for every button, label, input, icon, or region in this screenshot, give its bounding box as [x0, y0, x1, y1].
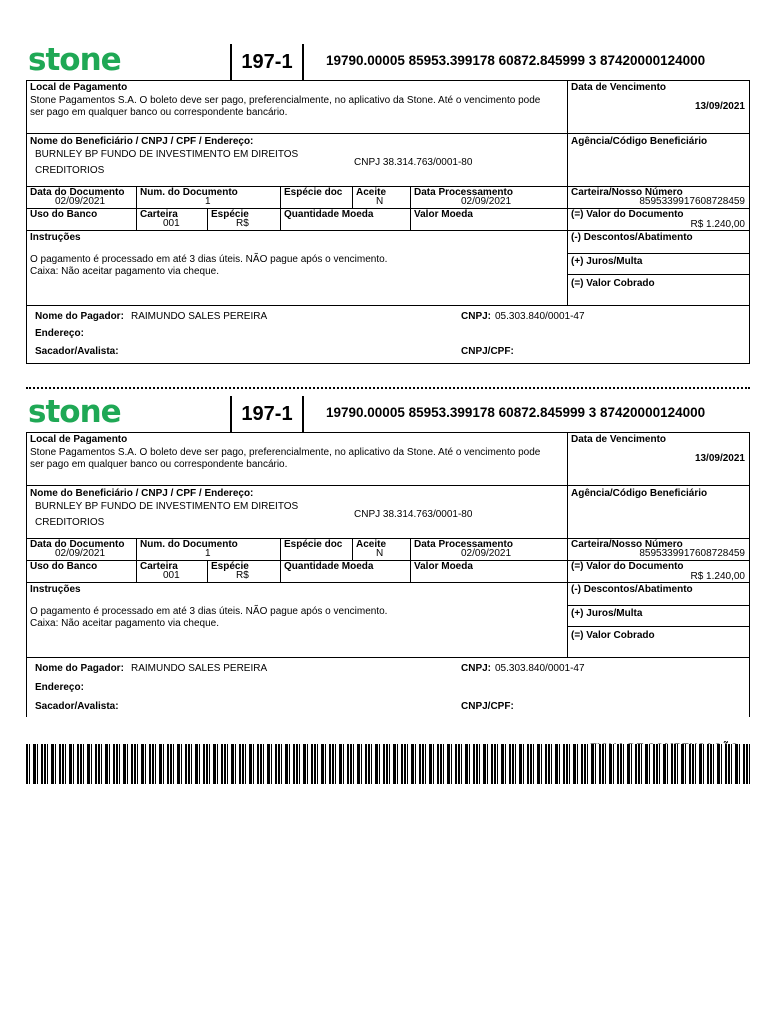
instrucoes-text: O pagamento é processado em até 3 dias úteis. NÃO pague após o vencimento. Caixa: Não aceitar pagamento via cheque.	[30, 606, 388, 629]
agencia-label: Agência/Código Beneficiário	[571, 488, 708, 499]
local-pagamento-text: Stone Pagamentos S.A. O boleto deve ser pago, preferencialmente, no aplicativo da Stone. Até o vencimento pode ser pago em qualquer banco ou correspondente bancário.	[30, 447, 541, 470]
pagador-cnpj-value: 05.303.840/0001-47	[495, 663, 585, 674]
data-vencimento-label: Data de Vencimento	[571, 82, 667, 93]
bank-code: 197-1	[230, 396, 304, 432]
beneficiario-name-line1: BURNLEY BP FUNDO DE INVESTIMENTO EM DIREITOS	[35, 149, 299, 160]
boleto-table	[26, 432, 750, 717]
especie-doc-label: Espécie doc	[284, 187, 343, 198]
carteira-label: Carteira	[140, 561, 178, 572]
instrucoes-label: Instruções	[30, 232, 81, 243]
sacador-cnpj-label: CNPJ/CPF:	[461, 346, 514, 357]
especie-doc-label: Espécie doc	[284, 539, 343, 550]
juros-label: (+) Juros/Multa	[571, 256, 643, 267]
pagador-value: RAIMUNDO SALES PEREIRA	[131, 311, 268, 322]
carteira-value: 001	[163, 570, 180, 581]
instrucoes-label: Instruções	[30, 584, 81, 595]
bank-code: 197-1	[230, 44, 304, 80]
num-documento-value: 1	[205, 196, 211, 207]
data-processamento-label: Data Processamento	[414, 539, 513, 550]
valor-cobrado-label: (=) Valor Cobrado	[571, 278, 655, 289]
endereco-label: Endereço:	[35, 328, 84, 339]
carteira-nosso-label: Carteira/Nosso Número	[571, 187, 683, 198]
pagador-cnpj-label: CNPJ:	[461, 311, 492, 322]
valor-documento-value: R$ 1.240,00	[690, 219, 745, 230]
aceite-label: Aceite	[356, 539, 387, 550]
instrucoes-text: O pagamento é processado em até 3 dias úteis. NÃO pague após o vencimento. Caixa: Não aceitar pagamento via cheque.	[30, 254, 388, 277]
sacador-label: Sacador/Avalista:	[35, 701, 119, 712]
sacador-cnpj-label: CNPJ/CPF:	[461, 701, 514, 712]
carteira-value: 001	[163, 218, 180, 229]
num-documento-label: Num. do Documento	[140, 187, 238, 198]
local-pagamento-label: Local de Pagamento	[30, 82, 128, 93]
aceite-value: N	[376, 196, 384, 207]
beneficiario-cnpj: CNPJ 38.314.763/0001-80	[354, 509, 473, 520]
descontos-label: (-) Descontos/Abatimento	[571, 584, 693, 595]
pagador-cnpj-value: 05.303.840/0001-47	[495, 311, 585, 322]
data-processamento-value: 02/09/2021	[461, 196, 512, 207]
beneficiario-label: Nome do Beneficiário / CNPJ / CPF / Endereço:	[30, 136, 254, 147]
local-pagamento-text: Stone Pagamentos S.A. O boleto deve ser pago, preferencialmente, no aplicativo da Stone. Até o vencimento pode ser pago em qualquer banco ou correspondente bancário.	[30, 95, 541, 118]
agencia-label: Agência/Código Beneficiário	[571, 136, 708, 147]
aceite-label: Aceite	[356, 187, 387, 198]
digitable-line: 19790.00005 85953.399178 60872.845999 3 87420000124000	[326, 405, 706, 420]
data-documento-label: Data do Documento	[30, 187, 125, 198]
num-documento-label: Num. do Documento	[140, 539, 238, 550]
endereco-label: Endereço:	[35, 682, 84, 693]
descontos-label: (-) Descontos/Abatimento	[571, 232, 693, 243]
barcode	[26, 744, 750, 784]
stone-logo: stone	[28, 394, 121, 430]
beneficiario-name-line2: CREDITORIOS	[35, 517, 105, 528]
juros-label: (+) Juros/Multa	[571, 608, 643, 619]
nosso-numero-value: 8595339917608728459	[639, 548, 745, 559]
boleto-table	[26, 80, 750, 364]
especie-value: R$	[236, 570, 249, 581]
valor-moeda-label: Valor Moeda	[414, 561, 473, 572]
cut-line	[26, 387, 750, 389]
valor-documento-label: (=) Valor do Documento	[571, 209, 684, 220]
valor-cobrado-label: (=) Valor Cobrado	[571, 630, 655, 641]
data-documento-label: Data do Documento	[30, 539, 125, 550]
data-vencimento-value: 13/09/2021	[694, 101, 745, 112]
especie-value: R$	[236, 218, 249, 229]
uso-banco-label: Uso do Banco	[30, 561, 98, 572]
boleto-recibo	[26, 44, 750, 364]
uso-banco-label: Uso do Banco	[30, 209, 98, 220]
especie-label: Espécie	[211, 209, 249, 220]
data-vencimento-value: 13/09/2021	[694, 453, 745, 464]
nosso-numero-value: 8595339917608728459	[639, 196, 745, 207]
especie-label: Espécie	[211, 561, 249, 572]
beneficiario-name-line1: BURNLEY BP FUNDO DE INVESTIMENTO EM DIREITOS	[35, 501, 299, 512]
quantidade-moeda-label: Quantidade Moeda	[284, 561, 374, 572]
valor-documento-label: (=) Valor do Documento	[571, 561, 684, 572]
data-documento-value: 02/09/2021	[55, 548, 106, 559]
valor-moeda-label: Valor Moeda	[414, 209, 473, 220]
data-documento-value: 02/09/2021	[55, 196, 106, 207]
data-processamento-value: 02/09/2021	[461, 548, 512, 559]
valor-documento-value: R$ 1.240,00	[690, 571, 745, 582]
boleto-header	[26, 396, 750, 432]
boleto-header	[26, 44, 750, 80]
pagador-value: RAIMUNDO SALES PEREIRA	[131, 663, 268, 674]
local-pagamento-label: Local de Pagamento	[30, 434, 128, 445]
data-vencimento-label: Data de Vencimento	[571, 434, 667, 445]
data-processamento-label: Data Processamento	[414, 187, 513, 198]
boleto-ficha-compensacao	[26, 396, 750, 717]
num-documento-value: 1	[205, 548, 211, 559]
beneficiario-cnpj: CNPJ 38.314.763/0001-80	[354, 157, 473, 168]
digitable-line: 19790.00005 85953.399178 60872.845999 3 87420000124000	[326, 53, 706, 68]
quantidade-moeda-label: Quantidade Moeda	[284, 209, 374, 220]
nome-pagador-label: Nome do Pagador:	[35, 663, 124, 674]
pagador-cnpj-label: CNPJ:	[461, 663, 492, 674]
aceite-value: N	[376, 548, 384, 559]
nome-pagador-label: Nome do Pagador:	[35, 311, 124, 322]
carteira-nosso-label: Carteira/Nosso Número	[571, 539, 683, 550]
beneficiario-name-line2: CREDITORIOS	[35, 165, 105, 176]
stone-logo: stone	[28, 42, 121, 78]
beneficiario-label: Nome do Beneficiário / CNPJ / CPF / Endereço:	[30, 488, 254, 499]
carteira-label: Carteira	[140, 209, 178, 220]
sacador-label: Sacador/Avalista:	[35, 346, 119, 357]
